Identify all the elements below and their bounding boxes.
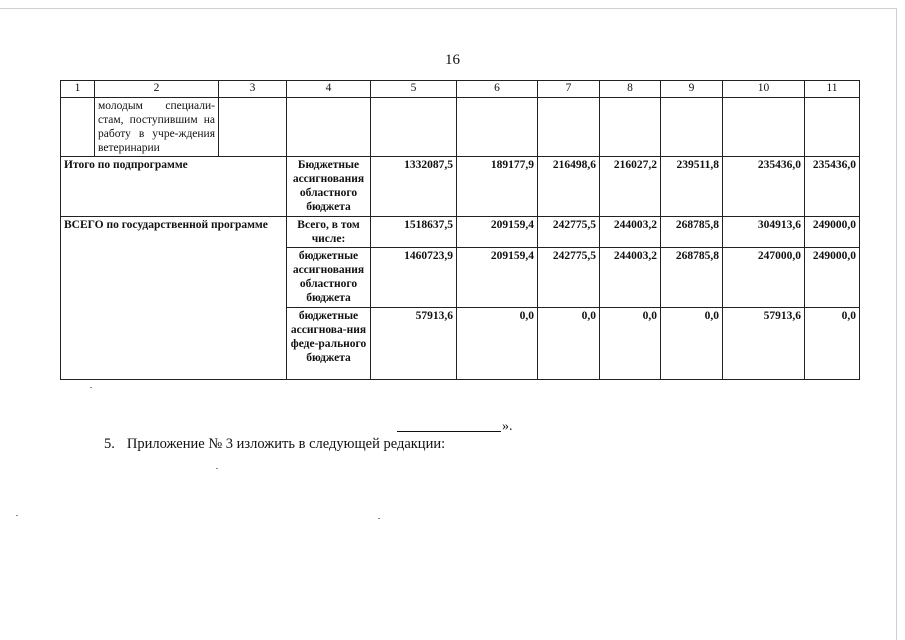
header-cell: 7 — [538, 81, 600, 98]
table-cell — [61, 98, 95, 157]
value-cell: 216498,6 — [538, 157, 600, 217]
table-cell — [457, 98, 538, 157]
value-cell: 304913,6 — [723, 217, 805, 248]
value-cell: 209159,4 — [457, 248, 538, 308]
table-cell — [538, 98, 600, 157]
header-cell: 4 — [287, 81, 371, 98]
value-cell: 1332087,5 — [371, 157, 457, 217]
header-cell: 11 — [805, 81, 860, 98]
clause-number: 5. — [104, 436, 115, 452]
value-cell: 0,0 — [457, 308, 538, 380]
value-cell: 0,0 — [661, 308, 723, 380]
value-cell: 244003,2 — [600, 248, 661, 308]
funding-source: бюджетные ассигнова-ния феде-рального бюджета — [287, 308, 371, 380]
clause-5 — [104, 436, 445, 453]
value-cell: 235436,0 — [805, 157, 860, 217]
clause-text: Приложение № 3 изложить в следующей редакции: — [126, 436, 446, 452]
header-cell: 10 — [723, 81, 805, 98]
header-cell: 2 — [95, 81, 219, 98]
table-header-row — [61, 81, 860, 98]
value-cell: 268785,8 — [661, 248, 723, 308]
scan-speck — [216, 468, 218, 469]
page-edge-right — [896, 8, 897, 640]
value-cell: 242775,5 — [538, 248, 600, 308]
value-cell: 242775,5 — [538, 217, 600, 248]
budget-table — [60, 80, 860, 380]
table-cell — [661, 98, 723, 157]
value-cell: 1460723,9 — [371, 248, 457, 308]
value-cell: 249000,0 — [805, 217, 860, 248]
continuation-row — [61, 98, 860, 157]
table-cell — [600, 98, 661, 157]
scan-speck — [90, 387, 92, 388]
value-cell: 209159,4 — [457, 217, 538, 248]
value-cell: 268785,8 — [661, 217, 723, 248]
header-cell: 6 — [457, 81, 538, 98]
program-total-title: ВСЕГО по государственной программе — [61, 217, 287, 380]
value-cell: 1518637,5 — [371, 217, 457, 248]
header-cell: 9 — [661, 81, 723, 98]
funding-source: Бюджетные ассигнования областного бюджета — [287, 157, 371, 217]
subprogram-total-title: Итого по подпрограмме — [61, 157, 287, 217]
header-cell: 5 — [371, 81, 457, 98]
value-cell: 239511,8 — [661, 157, 723, 217]
header-cell: 3 — [219, 81, 287, 98]
value-cell: 247000,0 — [723, 248, 805, 308]
subprogram-total-row — [61, 157, 860, 217]
table-cell — [805, 98, 860, 157]
table-cell — [219, 98, 287, 157]
scan-speck — [16, 515, 18, 516]
table-cell — [723, 98, 805, 157]
signature-blank-line — [397, 431, 501, 432]
page-edge-top — [0, 8, 897, 9]
table-cell — [371, 98, 457, 157]
value-cell: 235436,0 — [723, 157, 805, 217]
program-total-row — [61, 217, 860, 248]
value-cell: 57913,6 — [371, 308, 457, 380]
value-cell: 249000,0 — [805, 248, 860, 308]
value-cell: 244003,2 — [600, 217, 661, 248]
table-cell — [287, 98, 371, 157]
value-cell: 0,0 — [805, 308, 860, 380]
continuation-text: молодым специали-стам, поступившим на работу в учре-ждения ветеринарии — [95, 98, 219, 157]
value-cell: 0,0 — [538, 308, 600, 380]
page-number: 16 — [445, 52, 460, 68]
value-cell: 189177,9 — [457, 157, 538, 217]
value-cell: 57913,6 — [723, 308, 805, 380]
value-cell: 216027,2 — [600, 157, 661, 217]
header-cell: 1 — [61, 81, 95, 98]
value-cell: 0,0 — [600, 308, 661, 380]
funding-source: бюджетные ассигнования областного бюджета — [287, 248, 371, 308]
funding-source: Всего, в том числе: — [287, 217, 371, 248]
header-cell: 8 — [600, 81, 661, 98]
closing-quote: ». — [502, 419, 513, 434]
scan-speck — [378, 518, 380, 519]
